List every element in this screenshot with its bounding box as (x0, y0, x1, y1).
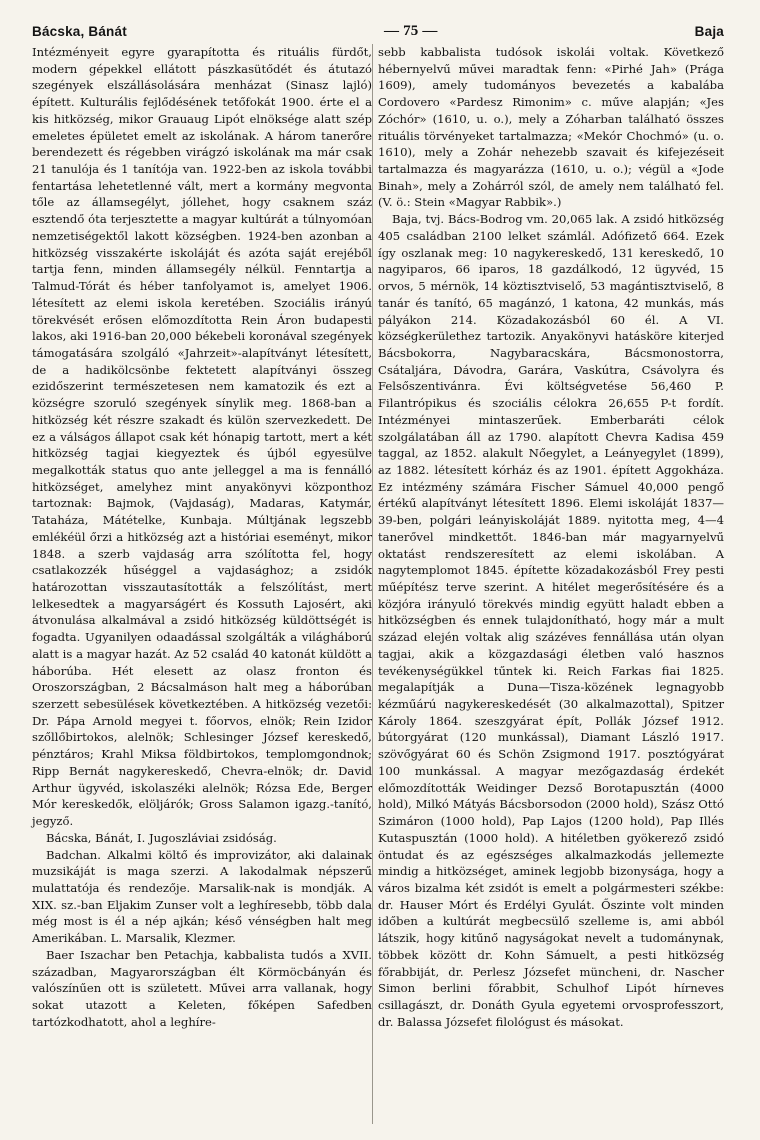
header-right: Baja (694, 23, 724, 39)
entry-baer-iszachar: Baer Iszachar ben Petachja, kabbalista tudós a XVII. században, Magyarországban élt Körmöcbányán és valószínűen ott is született. Művei arra vallanak, hogy sokat utazott a Keleten, főképen Safedben tartózkodhatott, ahol a leghíre- (32, 947, 372, 1029)
left-column (32, 44, 372, 1030)
right-column (378, 44, 724, 1030)
entry-baja: Baja, tvj. Bács-Bodrog vm. 20,065 lak. A zsidó hitközség 405 családban 2100 lelket számlál. Adófizető 664. Ezek így oszlanak meg: 10 nagykereskedő, 131 kereskedő, 10 nagyiparos, 66 iparos, 18 gazdálkodó, 12 ügyvéd, 15 orvos, 5 mérnök, 14 köztisztviselő, 53 magántisztviselő, 8 tanár és tanító, 65 magánzó, 1 katona, 42 munkás, más pályákon 214. Közadakozásból 60 él. A VI. községkerülethez tartozik. Anyakönyvi hatásköre kiterjed Bácsbokorra, Nagybaracskára, Bácsmonostorra, Csátaljára, Dávodra, Garára, Vaskútra, Csávolyra és Felsőszentivánra. Évi költségvetése 56,460 P. Filantrópikus és szociális célokra 26,655 P-t fordít. Intézményei mintaszerűek. Emberbaráti célok szolgálatában áll az 1790. alapított Chevra Kadisa 459 taggal, az 1852. alakult Nőegylet, a Leányegylet (1899), az 1882. létesített kórház és az 1901. épített Aggokháza. Ez intézmény számára Fischer Sámuel 40,000 pengő értékű alapítványt létesített 1896. Elemi iskoláját 1837—39-ben, polgári leányiskoláját 1889. nyitotta meg, 4—4 tanerővel mindkettőt. 1846-ban már magyarnyelvű oktatást rendszeresített az elemi iskolában. A nagytemplomot 1845. építette közadakozásból Frey pesti műépítész terve szerint. A hitélet megerősítésére és a közjóra irányuló törekvés mindig együtt haladt ebben a hitközségben és ennek tulajdonítható, hogy már a mult század elején voltak alig százéves fennállása után olyan tagjai, akik a közgazdasági életben való hasznos tevékenységükkel tűntek ki. Reich Farkas fiai 1825. megalapítják a Duna—Tisza-közének legnagyobb kézműárú nagykereskedését (30 alkalmazottal), Spitzer Károly 1864. szeszgyárat épít, Pollák József 1912. bútorgyárat (120 munkással), Diamant László 1917. szövőgyárat 60 és Schön Zsigmond 1917. posztógyárat 100 munkással. A magyar mezőgazdaság érdekét előmozdították Weidinger Dezső Borotapusztán (4000 hold), Milkó Mátyás Bácsborsodon (2000 hold), Szász Ottó Szimáron (1000 hold), Pap Lajos (1200 hold), Pap Illés Kutaspusztán (1000 hold). A hitéletben gyökerező zsidó öntudat és az egészséges alkalmazkodás jellemezte mindig a hitközséget, aminek legjobb bizonysága, hogy a város bizalma két zsidót is emelt a polgármesteri székbe: dr. Hauser Mórt és Erdélyi Gyulát. Őszinte volt minden időben a kultúrát megbecsülő szelleme is, ami abból látszik, hogy kitűnő nagyságokat nevelt a tudománynak, többek között dr. Kohn Sámuelt, a pesti hitközség főrabbiját, dr. Perlesz Józsefet müncheni, dr. Nascher Simon berlini főrabbit, Schulhof Lipót hírneves csillagászt, dr. Donáth Gyula egyetemi orvosprofesszort, dr. Balassa Józsefet filológust és másokat. (378, 212, 724, 1029)
entry-bacska-banat-continued: Intézményeit egyre gyarapította és rituális fürdőt, modern gépekkel ellátott pászkasütődét és átutazó szegények elszállásolására menházat (Sinasz lajló) épített. Kulturális fejlődésének tetőfokát 1900. érte el a kis hitközség, mikor Grauaug Lipót elnöksége alatt szép emeletes épületet emelt az iskolának. A három tanerőre berendezett és régebben virágzó iskolának ma már csak 21 tanulója és 1 tanítója van. 1922-ben az iskola további fentartása lehetetlenné vált, mert a kormány megvonta tőle az államsegélyt, jóllehet, hogy csaknem száz esztendő óta terjesztette a magyar kultúrát a túlnyomóan nemzetiségektől lakott községben. 1924-ben azonban a hitközség visszakérte iskoláját és azóta saját erejéből tartja fenn, minden államsegély nélkül. Fenntartja a Talmud-Tórát és héber tanfolyamot is, amelyet 1906. létesített az elemi iskola keretében. Szociális irányú törekvését erősen előmozdította Rein Áron budapesti lakos, aki 1916-ban 20,000 békebeli koronával szegények támogatására szolgáló «Jahrzeit»-alapítványt létesített, de a hadikölcsönbe fektetett alapítványi összeg ezidőszerint természetesen nem kamatozik és ezt a községre szoruló szegények sínylik meg. 1868-ban a hitközség két részre szakadt és külön szervezkedett. De ez a válságos állapot csak két hónapig tartott, mert a két hitközség tagjai kiegyeztek és újból egyesülve megalkották status quo ante jelleggel a ma is fennálló hitközséget, amelyhez mint anyakönyvi központhoz tartoznak: Bajmok, (Vajdaság), Madaras, Katymár, Tataháza, Mátételke, Kunbaja. Múltjának legszebb emlékéül őrzi a hitközség azt a históriai eseményt, mikor 1848. a szerb vajdaság arra szólította fel, hogy csatlakozzék hűséggel a vajdasághoz; a zsidók határozottan visszautasították a felszólítást, mert lelkesedtek a magyarságért és Kossuth Lajosért, aki átvonulása alkalmával a zsidó hitközség küldöttségét is fogadta. Ugyanilyen odaadással szolgálták a világháború alatt is a magyar hazát. Az 52 család 40 katonát küldött a háborúba. Hét elesett az olasz fronton és Oroszországban, 2 Bácsalmáson halt meg a háborúban szerzett sebesülések következtében. A hitközség vezetői: Dr. Pápa Arnold megyei t. főorvos, elnök; Rein Izidor szőllőbirtokos, alelnök; Schlesinger József kereskedő, pénztáros; Krahl Miksa földbirtokos, templomgondnok; Ripp Bernát nagykereskedő, Chevra-elnök; dr. David Arthur ügyvéd, iskolaszéki alelnök; Rózsa Ede, Berger Mór kereskedők, elöljárók; Gross Salamon igazg.-tanító, jegyző. (32, 45, 372, 829)
column-divider (372, 44, 373, 1124)
entry-badchan: Badchan. Alkalmi költő és improvizátor, aki dalainak muzsikáját is maga szerzi. A lakodalmak népszerű mulattatója és rendezője. Marsalik-nak is mondják. A XIX. sz.-ban Eljakim Zunser volt a leghíresebb, több dala még most is él a nép ajkán; késő vénségben halt meg Amerikában. L. Marsalik, Klezmer. (32, 847, 372, 946)
running-header (32, 20, 724, 42)
header-left: Bácska, Bánát (32, 23, 127, 39)
page-number: — 75 — (383, 22, 438, 39)
entry-baer-iszachar-continued: sebb kabbalista tudósok iskolái voltak. Következő hébernyelvű művei maradtak fenn: «Pirhé Jah» (Prága 1609), amely tudományos bevezetés a kabalába Cordovero «Pardesz Rimonim» c. műve alapján; «Jes Zóchór» (1610, u. o.), mely a Zóharban található összes rituális törvényeket tartalmazza; «Mekór Chochmó» (u. o. 1610), mely a Zohár nehezebb szavait és kifejezéseit tartalmazza és magyarázza (1610, u. o.); végül a «Jode Binah», mely a Zohárról szól, de amely nem található fel. (V. ö.: Stein «Magyar Rabbik».) (378, 45, 724, 210)
entry-bacska-banat-crossref: Bácska, Bánát, I. Jugoszláviai zsidóság. (46, 830, 277, 845)
